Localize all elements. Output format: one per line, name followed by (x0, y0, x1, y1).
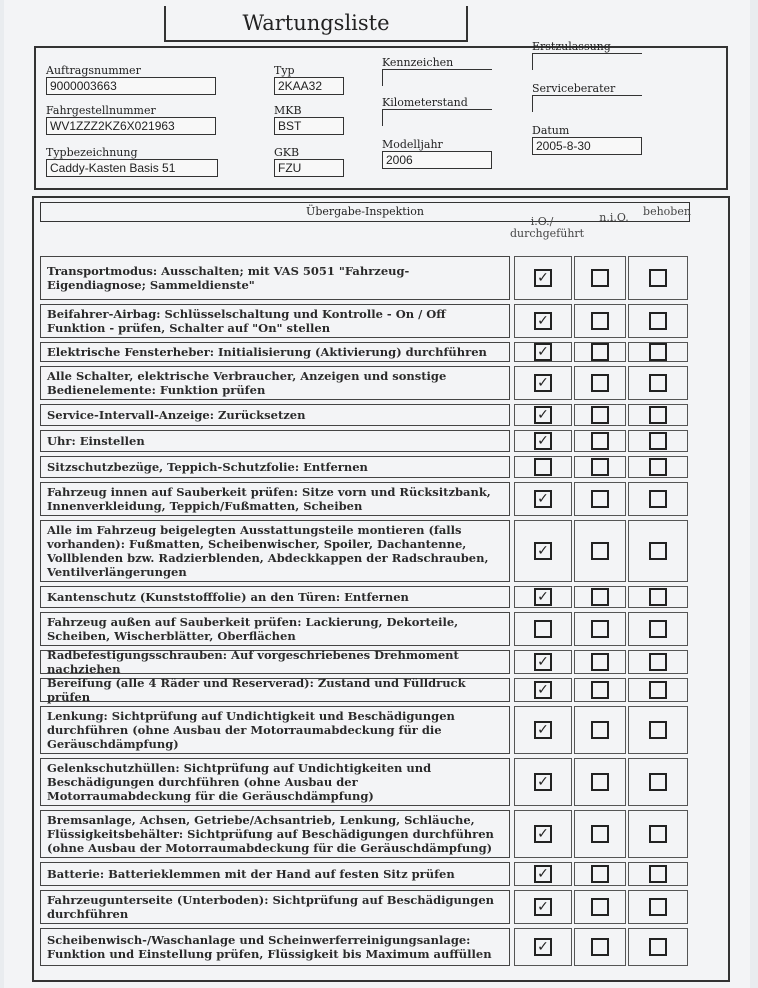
io-checkbox[interactable]: ✓ (534, 721, 552, 739)
io-checkbox[interactable]: ✓ (534, 432, 552, 450)
table-row (40, 928, 690, 966)
nio-cell (574, 758, 626, 806)
mkb-field (274, 104, 344, 135)
io-checkbox[interactable]: ✓ (534, 312, 552, 330)
io-cell (514, 430, 572, 452)
behoben-checkbox[interactable] (649, 458, 667, 476)
mkb-label: MKB (274, 104, 302, 117)
datum-field (532, 124, 642, 155)
nio-cell (574, 256, 626, 300)
behoben-cell (628, 342, 688, 362)
nio-cell (574, 650, 626, 674)
io-checkbox[interactable]: ✓ (534, 681, 552, 699)
erstzulassung-field (532, 40, 642, 70)
behoben-cell (628, 430, 688, 452)
row-text (40, 890, 510, 924)
row-label: Fahrzeug außen auf Sauberkeit prüfen: Lackierung, Dekorteile, Scheiben, Wischerblätter, Oberflächen (47, 615, 459, 643)
behoben-checkbox[interactable] (649, 542, 667, 560)
gkb-label: GKB (274, 146, 300, 159)
mkb-value: BST (274, 117, 344, 135)
row-label: Bereifung (alle 4 Räder und Reserverad): Zustand und Fülldruck prüfen (47, 676, 466, 704)
behoben-cell (628, 758, 688, 806)
nio-checkbox[interactable] (591, 312, 609, 330)
io-cell (514, 612, 572, 646)
kilometerstand-label: Kilometerstand (382, 96, 468, 109)
modelljahr-field (382, 138, 492, 169)
io-checkbox[interactable]: ✓ (534, 406, 552, 424)
typ-label: Typ (274, 64, 295, 77)
io-checkbox[interactable]: ✓ (534, 898, 552, 916)
behoben-checkbox[interactable] (649, 343, 667, 361)
nio-cell (574, 520, 626, 582)
nio-checkbox[interactable] (591, 653, 609, 671)
io-cell (514, 810, 572, 858)
row-label: Sitzschutzbezüge, Teppich-Schutzfolie: Entfernen (47, 460, 368, 474)
behoben-cell (628, 650, 688, 674)
io-cell (514, 758, 572, 806)
nio-cell (574, 890, 626, 924)
table-row (40, 342, 690, 362)
fahrgestellnummer-field (46, 104, 216, 135)
nio-cell (574, 304, 626, 338)
gkb-value: FZU (274, 159, 344, 177)
nio-checkbox[interactable] (591, 343, 609, 361)
row-text (40, 342, 510, 362)
nio-checkbox[interactable] (591, 681, 609, 699)
erstzulassung-value (532, 53, 642, 70)
row-text (40, 758, 510, 806)
row-text (40, 482, 510, 516)
nio-checkbox[interactable] (591, 588, 609, 606)
behoben-checkbox[interactable] (649, 721, 667, 739)
document-page (4, 0, 750, 988)
behoben-cell (628, 890, 688, 924)
behoben-cell (628, 612, 688, 646)
column-nio: n.i.O. (599, 211, 629, 224)
nio-cell (574, 342, 626, 362)
behoben-checkbox[interactable] (649, 312, 667, 330)
auftragsnummer-field (46, 64, 216, 95)
behoben-cell (628, 456, 688, 478)
nio-checkbox[interactable] (591, 898, 609, 916)
behoben-checkbox[interactable] (649, 938, 667, 956)
io-checkbox[interactable]: ✓ (534, 490, 552, 508)
row-text (40, 256, 510, 300)
vehicle-header (34, 40, 728, 190)
nio-checkbox[interactable] (591, 938, 609, 956)
io-checkbox[interactable]: ✓ (534, 653, 552, 671)
io-cell (514, 304, 572, 338)
behoben-cell (628, 304, 688, 338)
auftragsnummer-label: Auftragsnummer (46, 64, 141, 77)
nio-cell (574, 810, 626, 858)
behoben-cell (628, 706, 688, 754)
row-text (40, 862, 510, 886)
io-cell (514, 586, 572, 608)
inspection-heading: Übergabe-Inspektion (40, 202, 690, 222)
nio-checkbox[interactable] (591, 721, 609, 739)
row-text (40, 706, 510, 754)
kennzeichen-field (382, 56, 492, 86)
nio-cell (574, 366, 626, 400)
nio-cell (574, 678, 626, 702)
row-text (40, 404, 510, 426)
behoben-cell (628, 256, 688, 300)
row-label: Bremsanlage, Achsen, Getriebe/Achsantrieb, Lenkung, Schläuche, Flüssigkeitsbehälter: Sichtprüfung auf Beschädigungen durchführen (ohne Ausbau der Motorraumabdeckung für die Geräuschdämpfung) (47, 813, 494, 855)
behoben-checkbox[interactable] (649, 588, 667, 606)
behoben-checkbox[interactable] (649, 653, 667, 671)
fahrgestellnummer-label: Fahrgestellnummer (46, 104, 156, 117)
behoben-checkbox[interactable] (649, 269, 667, 287)
row-label: Transportmodus: Ausschalten; mit VAS 5051 "Fahrzeug-Eigendiagnose; Sammeldienste" (47, 264, 410, 292)
row-label: Batterie: Batterieklemmen mit der Hand auf festen Sitz prüfen (47, 867, 455, 881)
row-text (40, 678, 510, 702)
behoben-cell (628, 678, 688, 702)
table-row (40, 482, 690, 516)
datum-value: 2005-8-30 (532, 137, 642, 155)
nio-cell (574, 430, 626, 452)
nio-checkbox[interactable] (591, 865, 609, 883)
erstzulassung-label: Erstzulassung (532, 40, 611, 53)
behoben-checkbox[interactable] (649, 898, 667, 916)
behoben-cell (628, 862, 688, 886)
row-label: Elektrische Fensterheber: Initialisierung (Aktivierung) durchführen (47, 345, 487, 359)
row-label: Lenkung: Sichtprüfung auf Undichtigkeit und Beschädigungen durchführen (ohne Ausbau der Motorraumabdeckung für die Geräuschdämpfung) (47, 709, 455, 751)
nio-checkbox[interactable] (591, 269, 609, 287)
nio-cell (574, 706, 626, 754)
io-cell (514, 890, 572, 924)
table-row (40, 366, 690, 400)
modelljahr-label: Modelljahr (382, 138, 443, 151)
nio-checkbox[interactable] (591, 542, 609, 560)
nio-cell (574, 456, 626, 478)
gkb-field (274, 146, 344, 177)
table-row (40, 650, 690, 674)
io-checkbox[interactable]: ✓ (534, 588, 552, 606)
nio-checkbox[interactable] (591, 620, 609, 638)
nio-cell (574, 404, 626, 426)
nio-checkbox[interactable] (591, 825, 609, 843)
behoben-checkbox[interactable] (649, 773, 667, 791)
row-text (40, 650, 510, 674)
io-cell (514, 862, 572, 886)
io-checkbox[interactable]: ✓ (534, 269, 552, 287)
behoben-cell (628, 520, 688, 582)
row-text (40, 586, 510, 608)
io-cell (514, 404, 572, 426)
table-row (40, 430, 690, 452)
io-checkbox[interactable] (534, 620, 552, 638)
column-io: i.O./ durchgeführt (510, 215, 585, 240)
io-checkbox[interactable]: ✓ (534, 773, 552, 791)
inspection-table (32, 196, 730, 982)
row-text (40, 366, 510, 400)
table-row (40, 456, 690, 478)
behoben-checkbox[interactable] (649, 374, 667, 392)
row-label: Beifahrer-Airbag: Schlüsselschaltung und Kontrolle - On / Off Funktion - prüfen, Schalter auf "On" stellen (47, 307, 446, 335)
row-label: Scheibenwisch-/Waschanlage und Scheinwerferreinigungsanlage: Funktion und Einstellung prüfen, Flüssigkeit bis Maximum auffüllen (47, 933, 492, 961)
behoben-cell (628, 810, 688, 858)
row-label: Gelenkschutzhüllen: Sichtprüfung auf Undichtigkeiten und Beschädigungen durchführen (ohne Ausbau der Motorraumabdeckung für die Geräuschdämpfung) (47, 761, 432, 803)
table-row (40, 520, 690, 582)
table-row (40, 810, 690, 858)
nio-cell (574, 586, 626, 608)
row-label: Kantenschutz (Kunststofffolie) an den Türen: Entfernen (47, 590, 409, 604)
typbezeichnung-value: Caddy-Kasten Basis 51 (46, 159, 218, 177)
table-row (40, 890, 690, 924)
table-row (40, 404, 690, 426)
behoben-cell (628, 482, 688, 516)
io-checkbox[interactable]: ✓ (534, 825, 552, 843)
table-row (40, 758, 690, 806)
typbezeichnung-label: Typbezeichnung (46, 146, 138, 159)
io-checkbox[interactable]: ✓ (534, 374, 552, 392)
row-text (40, 456, 510, 478)
row-label: Uhr: Einstellen (47, 434, 145, 448)
behoben-checkbox[interactable] (649, 865, 667, 883)
row-text (40, 928, 510, 966)
nio-checkbox[interactable] (591, 773, 609, 791)
nio-checkbox[interactable] (591, 458, 609, 476)
behoben-checkbox[interactable] (649, 620, 667, 638)
nio-checkbox[interactable] (591, 374, 609, 392)
table-row (40, 706, 690, 754)
nio-cell (574, 928, 626, 966)
kennzeichen-value (382, 69, 492, 86)
nio-checkbox[interactable] (591, 432, 609, 450)
row-label: Service-Intervall-Anzeige: Zurücksetzen (47, 408, 306, 422)
row-text (40, 430, 510, 452)
io-checkbox[interactable] (534, 458, 552, 476)
io-cell (514, 928, 572, 966)
document-title (164, 6, 468, 42)
serviceberater-label: Serviceberater (532, 82, 616, 95)
row-label: Alle im Fahrzeug beigelegten Ausstattungsteile montieren (falls vorhanden): Fußmatten, Scheibenwischer, Spoiler, Dachantenne, Vollblenden bzw. Radzierblenden, Abdeckkappen der Radschrauben, Ventilverlängerungen (47, 523, 489, 579)
table-row (40, 304, 690, 338)
serviceberater-value (532, 95, 642, 112)
behoben-checkbox[interactable] (649, 432, 667, 450)
behoben-cell (628, 366, 688, 400)
io-checkbox[interactable]: ✓ (534, 542, 552, 560)
io-cell (514, 520, 572, 582)
datum-label: Datum (532, 124, 570, 137)
table-row (40, 612, 690, 646)
title-text: Wartungsliste (242, 11, 390, 35)
io-cell (514, 678, 572, 702)
table-row (40, 862, 690, 886)
io-checkbox[interactable]: ✓ (534, 865, 552, 883)
nio-checkbox[interactable] (591, 406, 609, 424)
kilometerstand-field (382, 96, 492, 126)
behoben-checkbox[interactable] (649, 825, 667, 843)
io-cell (514, 482, 572, 516)
typ-value: 2KAA32 (274, 77, 344, 95)
row-label: Radbefestigungsschrauben: Auf vorgeschriebenes Drehmoment nachziehen (47, 648, 459, 676)
io-cell (514, 342, 572, 362)
behoben-checkbox[interactable] (649, 490, 667, 508)
auftragsnummer-value: 9000003663 (46, 77, 216, 95)
fahrgestellnummer-value: WV1ZZZ2KZ6X021963 (46, 117, 216, 135)
kilometerstand-value (382, 109, 492, 126)
io-cell (514, 650, 572, 674)
nio-cell (574, 862, 626, 886)
row-label: Alle Schalter, elektrische Verbraucher, Anzeigen und sonstige Bedienelemente: Funktion prüfen (47, 369, 447, 397)
typ-field (274, 64, 344, 95)
nio-checkbox[interactable] (591, 490, 609, 508)
serviceberater-field (532, 82, 642, 112)
io-cell (514, 256, 572, 300)
io-checkbox[interactable]: ✓ (534, 938, 552, 956)
table-row (40, 586, 690, 608)
row-text (40, 520, 510, 582)
modelljahr-value: 2006 (382, 151, 492, 169)
behoben-checkbox[interactable] (649, 406, 667, 424)
nio-cell (574, 482, 626, 516)
behoben-cell (628, 586, 688, 608)
row-text (40, 612, 510, 646)
row-text (40, 304, 510, 338)
behoben-cell (628, 404, 688, 426)
io-cell (514, 456, 572, 478)
behoben-cell (628, 928, 688, 966)
io-cell (514, 706, 572, 754)
io-checkbox[interactable]: ✓ (534, 343, 552, 361)
io-cell (514, 366, 572, 400)
nio-cell (574, 612, 626, 646)
kennzeichen-label: Kennzeichen (382, 56, 454, 69)
table-row (40, 256, 690, 300)
typbezeichnung-field (46, 146, 218, 177)
row-text (40, 810, 510, 858)
column-behoben: behoben (643, 205, 691, 218)
row-label: Fahrzeug innen auf Sauberkeit prüfen: Sitze vorn und Rücksitzbank, Innenverkleidung, Teppich/Fußmatten, Scheiben (47, 485, 491, 513)
table-row (40, 678, 690, 702)
behoben-checkbox[interactable] (649, 681, 667, 699)
row-label: Fahrzeugunterseite (Unterboden): Sichtprüfung auf Beschädigungen durchführen (47, 893, 495, 921)
